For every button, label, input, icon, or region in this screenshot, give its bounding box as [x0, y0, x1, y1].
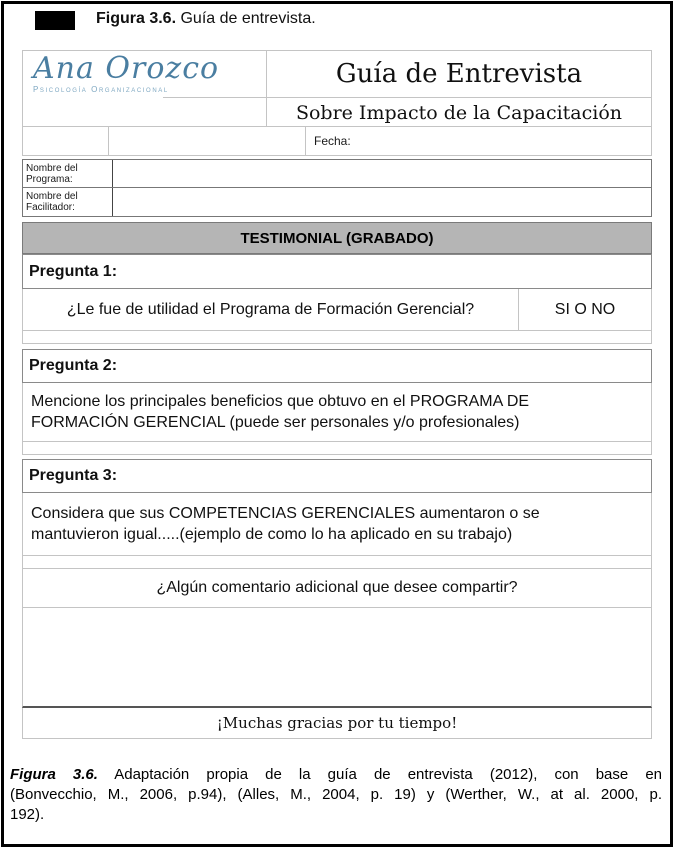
question-2-line-2: FORMACIÓN GERENCIAL (puede ser personales y/o profesionales)	[31, 414, 520, 431]
pregunta-3-header: Pregunta 3:	[22, 459, 652, 493]
fecha-empty-cell-2	[109, 127, 306, 155]
form-title: Guía de Entrevista	[335, 59, 583, 89]
section-header: TESTIMONIAL (GRABADO)	[22, 222, 652, 254]
pregunta-1-header: Pregunta 1:	[22, 254, 652, 289]
company-logo	[33, 53, 263, 94]
programa-input-area[interactable]	[113, 160, 651, 187]
form-header-row	[22, 50, 652, 127]
question-2-text	[22, 383, 652, 442]
figure-header	[96, 10, 316, 28]
thanks-message: ¡Muchas gracias por tu tiempo!	[22, 708, 652, 739]
answer-space-1[interactable]	[22, 331, 652, 344]
figure-header-text: Guía de entrevista.	[180, 10, 316, 27]
fecha-cell	[306, 127, 651, 155]
logo-name: Ana Orozco	[33, 51, 220, 86]
fecha-label: Fecha:	[314, 134, 351, 148]
answer-space-3[interactable]	[22, 556, 652, 569]
comment-prompt: ¿Algún comentario adicional que desee compartir?	[22, 569, 652, 608]
question-3-line-2: mantuvieron igual.....(ejemplo de como lo ha aplicado en su trabajo)	[31, 526, 513, 543]
facilitador-label: Nombre del Facilitador:	[23, 188, 113, 216]
figure-header-number: Figura 3.6.	[96, 10, 177, 27]
fecha-row	[22, 127, 652, 156]
question-3-text	[22, 493, 652, 556]
logo-tagline: Psicología Organizacional	[33, 85, 169, 94]
caption-figure-number: Figura 3.6.	[10, 766, 98, 783]
facilitador-input-area[interactable]	[113, 188, 651, 216]
programa-label: Nombre del Programa:	[23, 160, 113, 187]
interview-form	[22, 50, 652, 739]
caption-line-1-text: Adaptación propia de la guía de entrevista (2012), con base en	[114, 766, 663, 783]
fecha-input-area[interactable]	[351, 127, 651, 155]
caption-line-1	[10, 765, 662, 785]
question-3-line-1: Considera que sus COMPETENCIAS GERENCIALES aumentaron o se	[31, 505, 540, 522]
figure-caption	[10, 765, 662, 825]
question-1-answer-cell[interactable]: SI O NO	[518, 289, 651, 330]
programa-row	[22, 159, 652, 188]
question-1-row	[22, 289, 652, 331]
comment-input-area[interactable]	[22, 608, 652, 708]
question-2-line-1: Mencione los principales beneficios que obtuvo en el PROGRAMA DE	[31, 393, 530, 410]
question-1-text: ¿Le fue de utilidad el Programa de Formación Gerencial?	[66, 300, 475, 318]
form-subtitle: Sobre Impacto de la Capacitación	[295, 101, 623, 124]
caption-line-2: (Bonvecchio, M., 2006, p.94), (Alles, M., 2004, p. 19) y (Werther, W., at al. 2000, p.	[10, 786, 662, 803]
fecha-empty-cell-1	[23, 127, 109, 155]
pregunta-2-header: Pregunta 2:	[22, 349, 652, 383]
answer-space-2[interactable]	[22, 442, 652, 455]
redaction-square	[35, 11, 75, 30]
caption-line-3: 192).	[10, 806, 45, 823]
facilitador-row	[22, 188, 652, 217]
